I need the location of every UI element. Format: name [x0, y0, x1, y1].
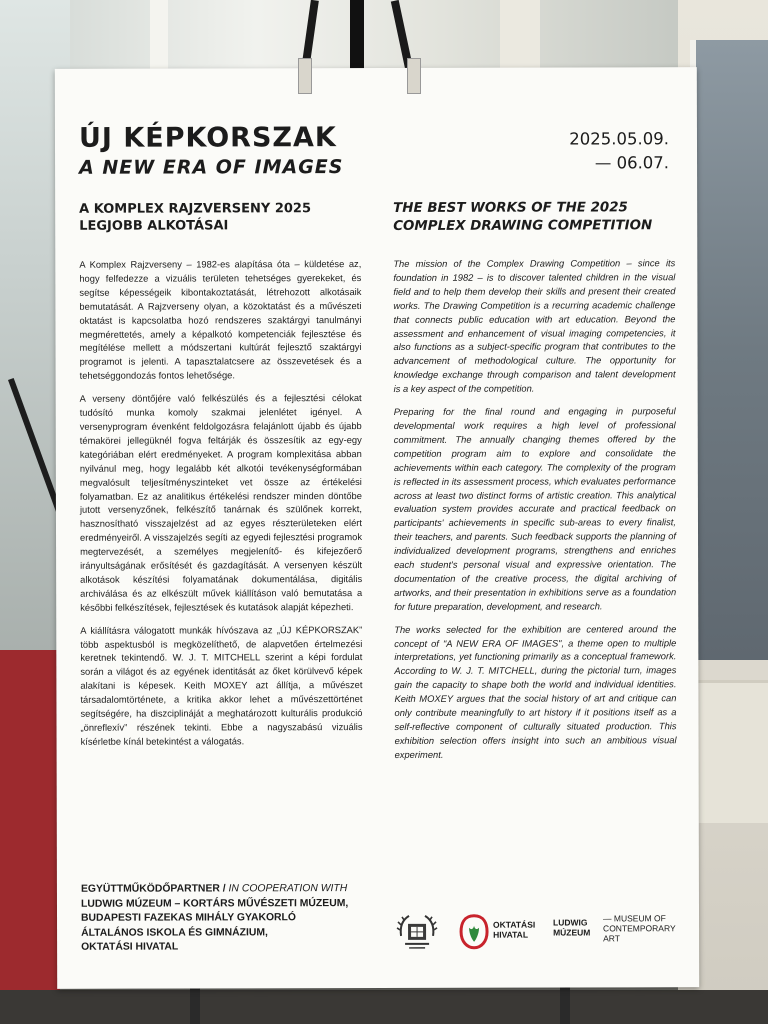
en-paragraph: Preparing for the final round and engaging in purposeful developmental work requires a high level of professional commitment. The annually changing themes offered by the competition program aim to explore and consolidate the achievements within each category. The complexity of the program is reflected in its assessment process, which evaluates performance across at least two distinct forms of artistic creation. This analytical evaluation system provides accurate and practical feedback on participants' achievements in specific sub-areas to every finalist, their teachers, and parents. Such feedback supports the planning of individualized development programs, strengthens and enriches each student's personal visual and expressive orientation. The documentation of the creative process, the digital archiving of artworks, and their presentation in exhibitions serve as a foundation for future preparation, development, and research. — [393, 406, 677, 612]
background-red-chair — [0, 650, 60, 1024]
en-paragraph: The mission of the Complex Drawing Competition – since its foundation in 1982 – is to discover talented children in the visual field and to help them develop their skills and present their created works. The Drawing Competition is a recurring academic challenge that connects public education with art education. Beyond the assessment and enhancement of visual imaging competencies, it also functions as a subject-specific program that contributes to the advancement of methodological culture. The opportunity for knowledge exchange through comparison and talent development is a key aspect of the competition. — [393, 258, 676, 395]
logo-museum-line3: ART — [603, 933, 620, 944]
logo-oh-line1: OKTATÁSI — [493, 919, 536, 930]
background-window-right — [690, 40, 768, 660]
subtitle-hungarian — [79, 200, 339, 235]
subtitle-hu-line2: LEGJOBB ALKOTÁSAI — [79, 218, 229, 234]
easel-foot-left — [190, 985, 200, 1024]
easel-post — [350, 0, 364, 70]
partner-line: OKTATÁSI HIVATAL — [81, 941, 179, 954]
oktatasi-hivatal-logo-icon — [459, 914, 489, 950]
date-start: 2025.05.09. — [569, 129, 670, 149]
partner-label-english: IN COOPERATION WITH — [228, 883, 348, 895]
subtitle-english — [393, 199, 673, 236]
date-end: — 06.07. — [594, 153, 670, 173]
museum-of-contemporary-art-logo — [603, 913, 676, 943]
poster-title-english: A NEW ERA OF IMAGES — [79, 156, 344, 179]
en-paragraph: The works selected for the exhibition are centered around the concept of "A NEW ERA OF IMAGES", a theme open to multiple interpretations, yet functioning primarily as a conceptual framework. According to W. J. T. MITCHELL, during the pictorial turn, images gain the capacity to shape both the world and individual identities. Keith MOXEY argues that the social history of art and critique can only contribute meaningfully to art history if it positions itself as a self-reflective component of culturally situated production. This exhibition selection offers insight into such an ambitious visual experiment. — [394, 623, 677, 760]
background-window-frame-right — [500, 0, 540, 70]
subtitle-en-line2: COMPLEX DRAWING COMPETITION — [393, 218, 653, 234]
poster-title-hungarian: ÚJ KÉPKORSZAK — [78, 122, 337, 154]
hu-paragraph: A Komplex Rajzverseny – 1982-es alapítása óta – küldetése az, hogy felfedezze a vizuális területen tehetséges gyerekeket, és segítse képességeik kibontakoztatását, létrehozott alkotásaik bemutatását. A Rajzverseny olyan, a közoktatást és a művészeti oktatást is kapcsolatba hozó rendszeres szaktárgyi tanulmányi megmérettetés, amely a képalkotó kompetenciák fejlesztése és megítélése mellett a módszertani kultúrát fejlesztő szaktárgyi programot is jelenti. A tapasztalatcsere az összevetések és a tehetséggondozás fontos lehetősége. — [79, 259, 362, 382]
logo-museum-line1: — MUSEUM OF — [603, 913, 666, 924]
exhibition-dates — [569, 127, 669, 175]
subtitle-en-line1: THE BEST WORKS OF THE 2025 — [393, 200, 628, 216]
poster-clip-right — [407, 58, 421, 94]
partner-logos — [395, 909, 685, 956]
english-text-column — [393, 257, 676, 771]
logo-ludwig-line2: MÚZEUM — [553, 927, 591, 938]
partner-label: EGYÜTTMŰKÖDŐPARTNER / — [80, 883, 226, 895]
crest-emblem-icon — [395, 910, 439, 954]
hungarian-text-column — [79, 258, 362, 759]
logo-ludwig-line1: LUDWIG — [553, 917, 588, 928]
background-floor — [0, 990, 768, 1024]
cooperation-partners — [81, 882, 381, 956]
oktatasi-hivatal-logo-text — [493, 920, 535, 940]
background-radiator — [688, 680, 768, 823]
hu-paragraph: A verseny döntőjére való felkészülés és a fejlesztési célokat tudósító munka komoly szakmai jelenlétet igényel. A versenyprogram évenként feldolgozásra felajánlott újabb és újabb témakörei jellegüknél fogva feltárják és összesítik az egy-egy kategóriában elért eredményeket. A program komplexitása abban nyilvánul meg, hogy legalább két alkotói tevékenységformában megvalósult teljesítményszinteket vet össze az értékelési folyamatban. Ez az analitikus értékelési rendszer minden döntőbe jutott versenyzőnek, felkészítő tanárnak és szülőnek korrekt, hasznosítható visszajelzést ad az egyes részterületeken elért eredményeiről. A visszajelzés segíti az egyedi fejlesztési programok megtervezését, a személyes megjelenítő- és kifejezőerő irányultságának erősítését és gazdagítását. A versenyen készült alkotások készítési folyamatának dokumentálása, digitális archiválása és az elkészült művek kiállításon való bemutatása a későbbi felkészítések, fejlesztések és kutatások alapját képezheti. — [79, 393, 363, 613]
partner-line: LUDWIG MÚZEUM – KORTÁRS MŰVÉSZETI MÚZEUM, — [80, 897, 349, 910]
background-window-frame — [150, 0, 168, 70]
easel-foot-right — [560, 985, 570, 1024]
exhibition-poster — [55, 67, 699, 989]
partner-line: ÁLTALÁNOS ISKOLA ÉS GIMNÁZIUM, — [81, 927, 268, 939]
poster-clip-left — [298, 58, 312, 94]
hu-paragraph: A kiállításra válogatott munkák hívószava az „ÚJ KÉPKORSZAK” több aspektusból is megközelíthető, de alapvetően értelmezési keretnek tekintendő. W. J. T. MITCHELL szerint a képi fordulat során a világot és az egyének identitását az őket körülvevő képek alakítani is képesek. Keith MOXEY azt állítja, a művészet társadalomtörténete, a kritika akkor lehet a művészettörténet segítségére, ha diszciplináját a meghatározott kulturális produkció „önreflexív” részének tekinti. Ebbe a nagyszabású vizuális kísérletbe kínál betekintést a válogatás. — [80, 624, 363, 747]
logo-oh-line2: HIVATAL — [493, 929, 529, 940]
ludwig-museum-logo — [553, 917, 590, 937]
subtitle-hu-line1: A KOMPLEX RAJZVERSENY 2025 — [79, 201, 312, 217]
partner-line: BUDAPESTI FAZEKAS MIHÁLY GYAKORLÓ — [81, 912, 297, 924]
logo-museum-line2: CONTEMPORARY — [603, 923, 676, 934]
